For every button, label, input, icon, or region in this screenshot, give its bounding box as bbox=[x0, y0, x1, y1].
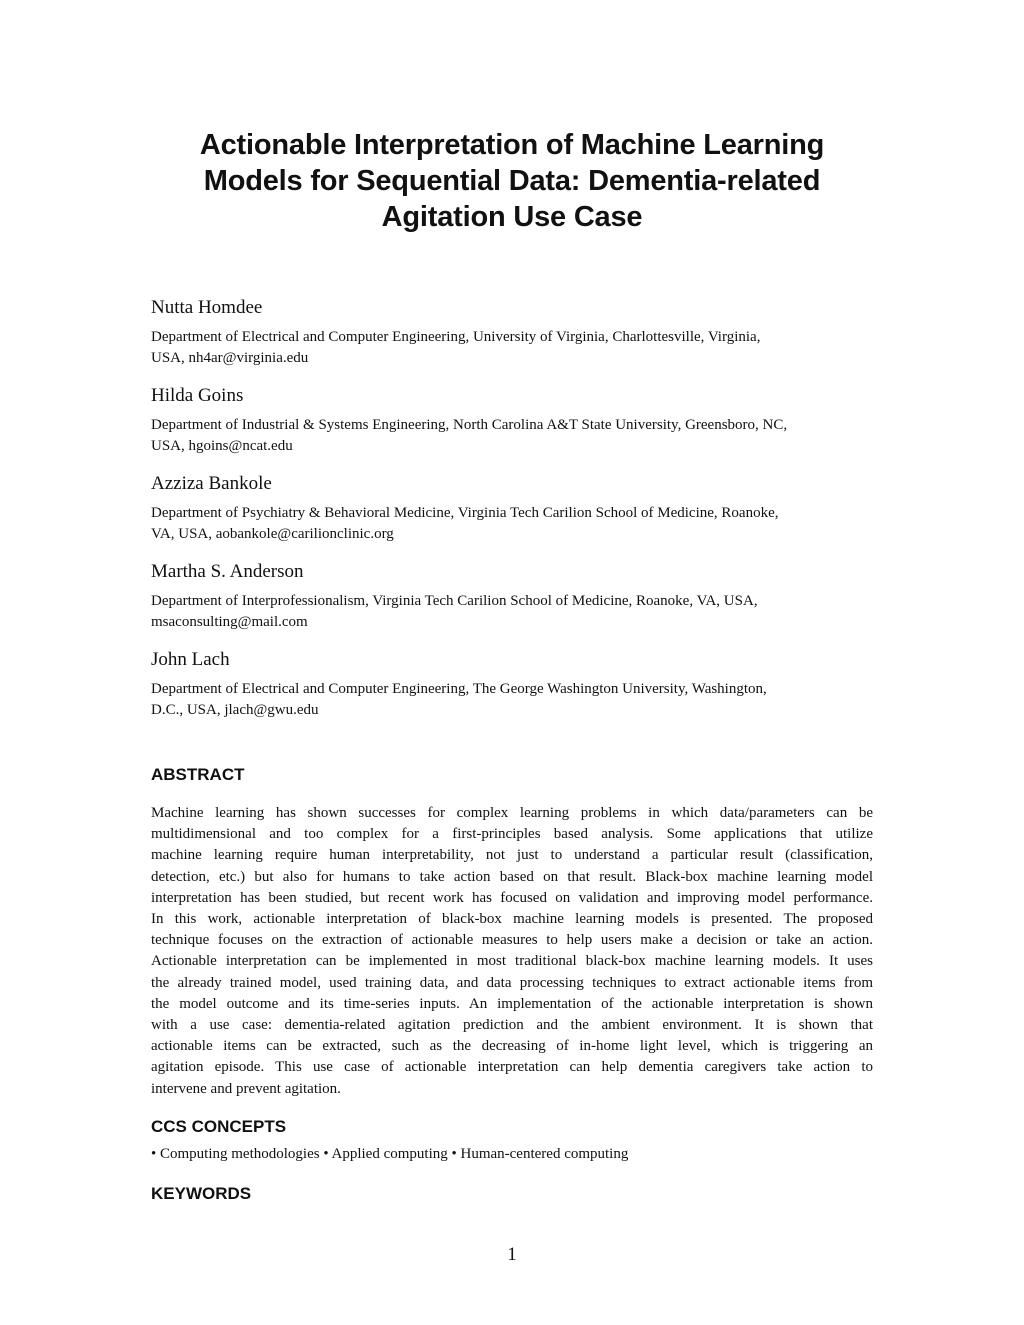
title-line: Agitation Use Case bbox=[381, 201, 643, 233]
abstract-line: machine learning require human interpretability, not just to understand a particular result (classification, bbox=[151, 847, 873, 864]
abstract-line: the already trained model, used training data, and data processing techniques to extract actionable items from bbox=[151, 974, 873, 991]
author-block bbox=[151, 383, 875, 457]
affiliation-line: D.C., USA, jlach@gwu.edu bbox=[151, 702, 319, 718]
abstract-line: interpretation has been studied, but recent work has focused on validation and improving model performance. bbox=[151, 889, 873, 906]
author-name: Martha S. Anderson bbox=[151, 561, 304, 582]
affiliation-line: USA, hgoins@ncat.edu bbox=[151, 438, 293, 454]
abstract-line: Actionable interpretation can be implemented in most traditional black-box machine learning models. It uses bbox=[151, 953, 873, 970]
abstract-line: actionable items can be extracted, such as the decreasing of in-home light level, which is triggering an bbox=[151, 1038, 873, 1055]
author-name: Nutta Homdee bbox=[151, 297, 263, 318]
abstract-line: the model outcome and its time-series inputs. An implementation of the actionable interpretation is shown bbox=[151, 995, 873, 1012]
author-affiliation bbox=[151, 591, 875, 633]
affiliation-line: Department of Industrial & Systems Engineering, North Carolina A&T State University, Greensboro, NC, bbox=[151, 417, 788, 433]
title-line: Models for Sequential Data: Dementia-related bbox=[203, 165, 821, 197]
ccs-concepts-heading: CCS CONCEPTS bbox=[151, 1117, 287, 1136]
abstract-heading: ABSTRACT bbox=[151, 765, 245, 784]
ccs-concepts-list: • Computing methodologies • Applied computing • Human-centered computing bbox=[151, 1146, 629, 1162]
author-block bbox=[151, 471, 875, 545]
author-affiliation bbox=[151, 503, 875, 545]
page-number: 1 bbox=[507, 1244, 517, 1265]
author-affiliation bbox=[151, 327, 875, 369]
abstract-line: Machine learning has shown successes for complex learning problems in which data/parameters can be bbox=[151, 805, 873, 821]
affiliation-line: Department of Electrical and Computer Engineering, University of Virginia, Charlottesville, Virginia, bbox=[151, 329, 761, 345]
abstract-line: technique focuses on the extraction of actionable measures to help users make a decision or take an action. bbox=[151, 932, 873, 949]
affiliation-line: USA, nh4ar@virginia.edu bbox=[151, 350, 309, 366]
author-block bbox=[151, 559, 875, 633]
affiliation-line: msaconsulting@mail.com bbox=[151, 614, 308, 630]
author-list bbox=[151, 295, 875, 735]
abstract-line: with a use case: dementia-related agitation prediction and the ambient environment. It is shown that bbox=[151, 1017, 873, 1034]
author-affiliation bbox=[151, 415, 875, 457]
abstract-text bbox=[151, 803, 873, 1100]
affiliation-line: Department of Electrical and Computer Engineering, The George Washington University, Washington, bbox=[151, 681, 767, 697]
abstract-line: intervene and prevent agitation. bbox=[151, 1080, 341, 1097]
paper-title bbox=[150, 127, 874, 235]
affiliation-line: VA, USA, aobankole@carilionclinic.org bbox=[151, 526, 394, 542]
abstract-line: agitation episode. This use case of actionable interpretation can help dementia caregivers take action to bbox=[151, 1059, 873, 1076]
title-line: Actionable Interpretation of Machine Learning bbox=[199, 129, 825, 161]
author-name: Azziza Bankole bbox=[151, 473, 272, 494]
abstract-line: multidimensional and too complex for a first-principles based analysis. Some applications that utilize bbox=[151, 826, 873, 843]
author-affiliation bbox=[151, 679, 875, 721]
author-name: John Lach bbox=[151, 649, 230, 670]
keywords-heading: KEYWORDS bbox=[151, 1184, 252, 1203]
author-block bbox=[151, 295, 875, 369]
author-block bbox=[151, 647, 875, 721]
author-name: Hilda Goins bbox=[151, 385, 244, 406]
abstract-line: In this work, actionable interpretation of black-box machine learning models is presented. The proposed bbox=[151, 911, 873, 928]
affiliation-line: Department of Psychiatry & Behavioral Medicine, Virginia Tech Carilion School of Medicine, Roanoke, bbox=[151, 505, 779, 521]
affiliation-line: Department of Interprofessionalism, Virginia Tech Carilion School of Medicine, Roanoke, VA, USA, bbox=[151, 593, 758, 609]
abstract-line: detection, etc.) but also for humans to take action based on that result. Black-box machine learning model bbox=[151, 868, 873, 885]
